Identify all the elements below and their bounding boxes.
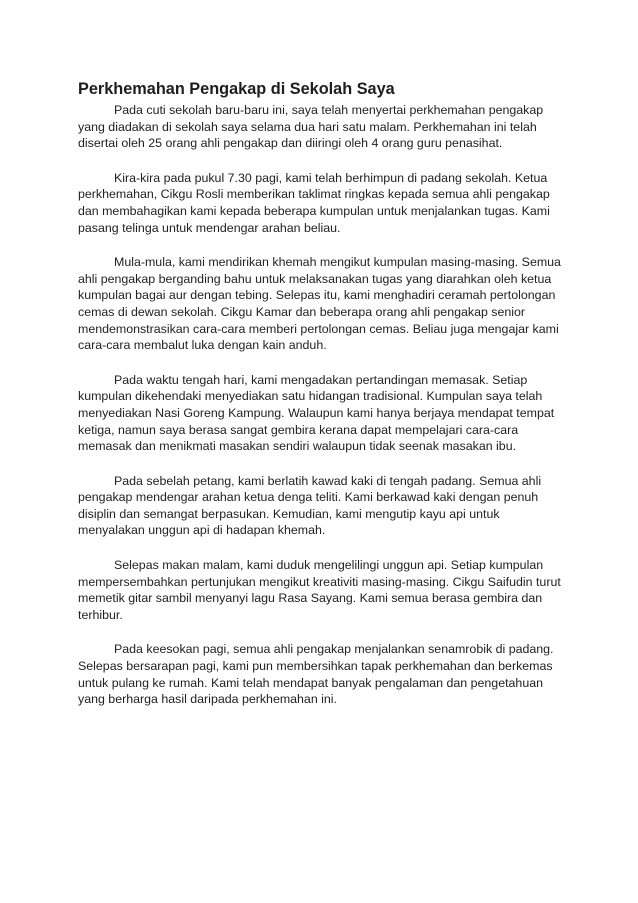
- paragraph-3: Mula-mula, kami mendirikan khemah mengikut kumpulan masing-masing. Semua ahli pengakap berganding bahu untuk melaksanakan tugas yang diarahkan oleh ketua kumpulan bagai aur dengan tebing. Selepas itu, kami menghadiri ceramah pertolongan cemas di dewan sekolah. Cikgu Kamar dan beberapa orang ahli pengakap senior mendemonstrasikan cara-cara memberi pertolongan cemas. Beliau juga mengajar kami cara-cara membalut luka dengan kain anduh.: [78, 255, 561, 353]
- document-title: Perkhemahan Pengakap di Sekolah Saya: [78, 80, 395, 98]
- paragraph-4: Pada waktu tengah hari, kami mengadakan pertandingan memasak. Setiap kumpulan dikehendaki menyediakan satu hidangan tradisional. Kumpulan saya telah menyediakan Nasi Goreng Kampung. Walaupun kami hanya berjaya mendapat tempat ketiga, namun saya berasa sangat gembira kerana dapat mempelajari cara-cara memasak dan menikmati masakan sendiri walaupun tidak seenak masakan ibu.: [78, 372, 555, 454]
- paragraph-7: Pada keesokan pagi, semua ahli pengakap menjalankan senamrobik di padang. Selepas bersarapan pagi, kami pun membersihkan tapak perkhemahan dan berkemas untuk pulang ke rumah. Kami telah mendapat banyak pengalaman dan pengetahuan yang berharga hasil daripada perkhemahan ini.: [78, 642, 554, 707]
- paragraph-1: Pada cuti sekolah baru-baru ini, saya telah menyertai perkhemahan pengakap yang diadakan di sekolah saya selama dua hari satu malam. Perkhemahan ini telah disertai oleh 25 orang ahli pengakap dan diiringi oleh 4 orang guru penasihat.: [78, 103, 544, 151]
- paragraph-2: Kira-kira pada pukul 7.30 pagi, kami telah berhimpun di padang sekolah. Ketua perkhemahan, Cikgu Rosli memberikan taklimat ringkas kepada semua ahli pengakap dan membahagikan kami kepada beberapa kumpulan untuk menjalankan tugas. Kami pasang telinga untuk mendengar arahan beliau.: [78, 170, 550, 235]
- paragraph-5: Pada sebelah petang, kami berlatih kawad kaki di tengah padang. Semua ahli pengakap mendengar arahan ketua denga teliti. Kami berkawad kaki dengan penuh disiplin dan semangat berpasukan. Kemudian, kami mengutip kayu api untuk menyalakan unggun api di hadapan khemah.: [78, 473, 542, 538]
- paragraph-6: Selepas makan malam, kami duduk mengelilingi unggun api. Setiap kumpulan mempersembahkan pertunjukan mengikut kreativiti masing-masing. Cikgu Saifudin turut memetik gitar sambil menyanyi lagu Rasa Sayang. Kami semua berasa gembira dan terhibur.: [78, 558, 561, 622]
- document-body: [78, 80, 568, 726]
